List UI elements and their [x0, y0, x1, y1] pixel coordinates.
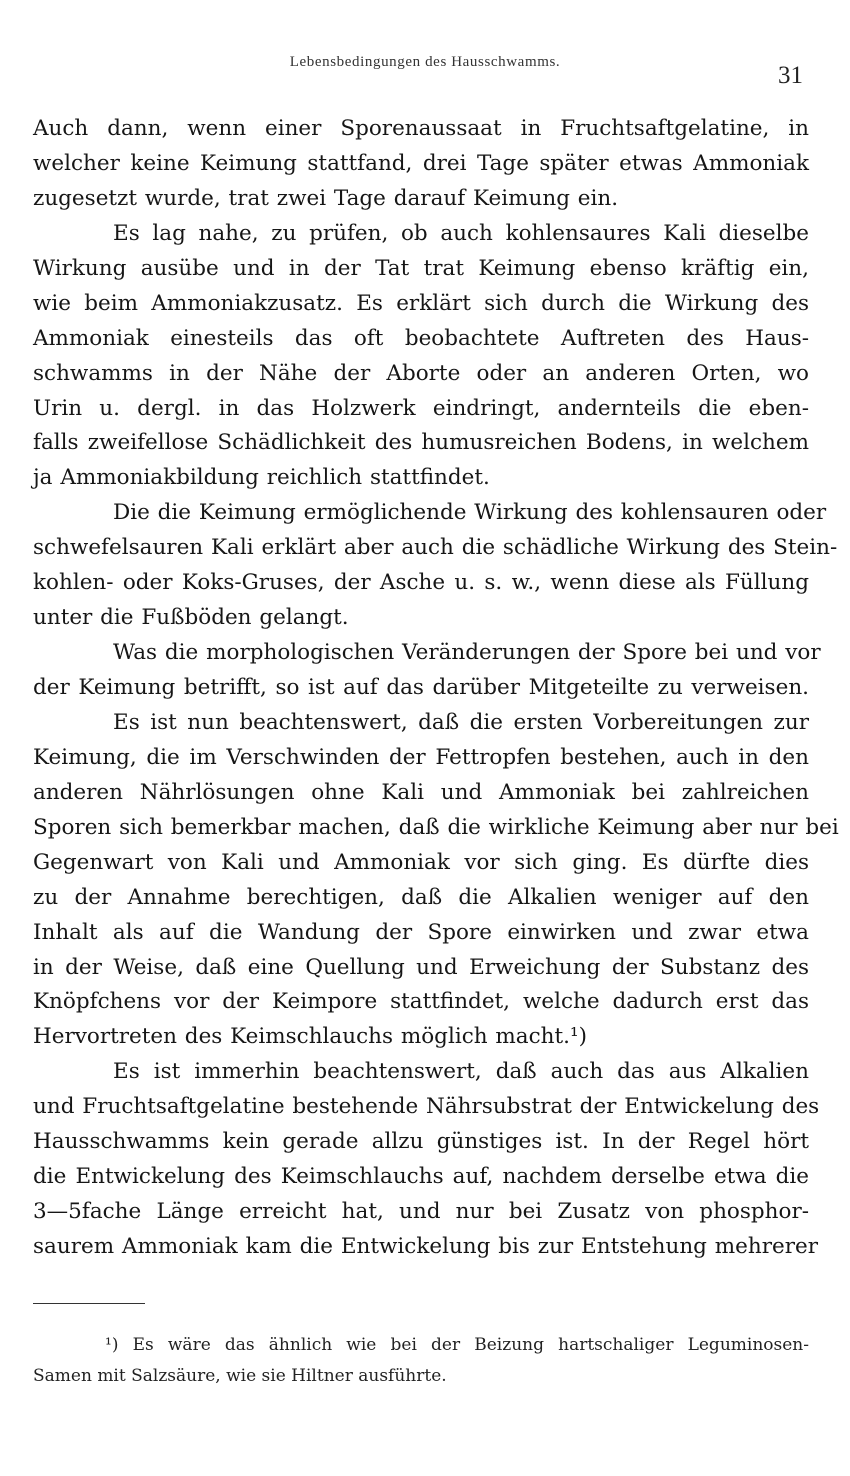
- text-line: wie beim Ammoniakzusatz. Es erklärt sich durch die Wirkung des: [33, 290, 809, 316]
- text-line: Hausschwamms kein gerade allzu günstiges ist. In der Regel hört: [33, 1129, 809, 1155]
- text-line: saurem Ammoniak kam die Entwickelung bis zur Entstehung mehrerer: [33, 1234, 819, 1259]
- text-line: Hervortreten des Keimschlauchs möglich macht.¹): [33, 1024, 587, 1050]
- text-line: Ammoniak einesteils das oft beobachtete Auftreten des Haus-: [33, 325, 809, 351]
- text-line: Gegenwart von Kali und Ammoniak vor sich ging. Es dürfte dies: [33, 849, 809, 875]
- text-line: falls zweifellose Schädlichkeit des humusreichen Bodens, in welchem: [33, 430, 809, 456]
- text-line: Keimung, die im Verschwinden der Fettropfen bestehen, auch in den: [33, 744, 809, 770]
- footnotes: [33, 1330, 809, 1392]
- running-head: Lebensbedingungen des Hausschwamms.: [289, 54, 561, 70]
- body-text: [33, 112, 839, 1265]
- text-line: unter die Fußböden gelangt.: [33, 605, 349, 631]
- text-line: 3—5fache Länge erreicht hat, und nur bei Zusatz von phosphor-: [33, 1199, 809, 1225]
- text-line: in der Weise, daß eine Quellung und Erweichung der Substanz des: [33, 954, 809, 980]
- text-line: Inhalt als auf die Wandung der Spore einwirken und zwar etwa: [33, 919, 809, 945]
- text-line: ja Ammoniakbildung reichlich stattfindet.: [33, 465, 490, 491]
- text-line: kohlen- oder Koks-Gruses, der Asche u. s. w., wenn diese als Füllung: [33, 570, 809, 596]
- text-line: Es lag nahe, zu prüfen, ob auch kohlensaures Kali dieselbe: [113, 220, 809, 246]
- text-line: Wirkung ausübe und in der Tat trat Keimung ebenso kräftig ein,: [33, 255, 809, 281]
- page-number: 31: [778, 62, 803, 89]
- text-line: Urin u. dergl. in das Holzwerk eindringt, andernteils die eben-: [33, 395, 809, 421]
- text-line: schwamms in der Nähe der Aborte oder an anderen Orten, wo: [33, 360, 809, 386]
- text-line: und Fruchtsaftgelatine bestehende Nährsubstrat der Entwickelung des: [33, 1094, 820, 1120]
- text-line: zugesetzt wurde, trat zwei Tage darauf Keimung ein.: [33, 185, 619, 211]
- footnote-line: ¹) Es wäre das ähnlich wie bei der Beizung hartschaliger Leguminosen-: [105, 1335, 809, 1355]
- text-line: Es ist nun beachtenswert, daß die ersten Vorbereitungen zur: [113, 709, 809, 735]
- text-line: schwefelsauren Kali erklärt aber auch die schädliche Wirkung des Stein-: [33, 535, 838, 561]
- text-line: Sporen sich bemerkbar machen, daß die wirkliche Keimung aber nur bei: [33, 814, 839, 840]
- text-line: Was die morphologischen Veränderungen der Spore bei und vor: [113, 640, 821, 666]
- text-line: Auch dann, wenn einer Sporenaussaat in Fruchtsaftgelatine, in: [33, 116, 809, 141]
- footnote-line: Samen mit Salzsäure, wie sie Hiltner ausführte.: [33, 1366, 447, 1386]
- text-line: zu der Annahme berechtigen, daß die Alkalien weniger auf den: [33, 884, 809, 910]
- text-line: welcher keine Keimung stattfand, drei Tage später etwas Ammoniak: [33, 150, 809, 176]
- text-line: anderen Nährlösungen ohne Kali und Ammoniak bei zahlreichen: [33, 779, 809, 805]
- text-line: der Keimung betrifft, so ist auf das darüber Mitgeteilte zu verweisen.: [33, 675, 809, 700]
- footnote-divider: [33, 1303, 145, 1304]
- text-line: Die die Keimung ermöglichende Wirkung des kohlensauren oder: [113, 500, 827, 526]
- text-line: Knöpfchens vor der Keimpore stattfindet, welche dadurch erst das: [33, 989, 809, 1015]
- text-line: Es ist immerhin beachtenswert, daß auch das aus Alkalien: [113, 1059, 809, 1085]
- text-line: die Entwickelung des Keimschlauchs auf, nachdem derselbe etwa die: [33, 1164, 809, 1190]
